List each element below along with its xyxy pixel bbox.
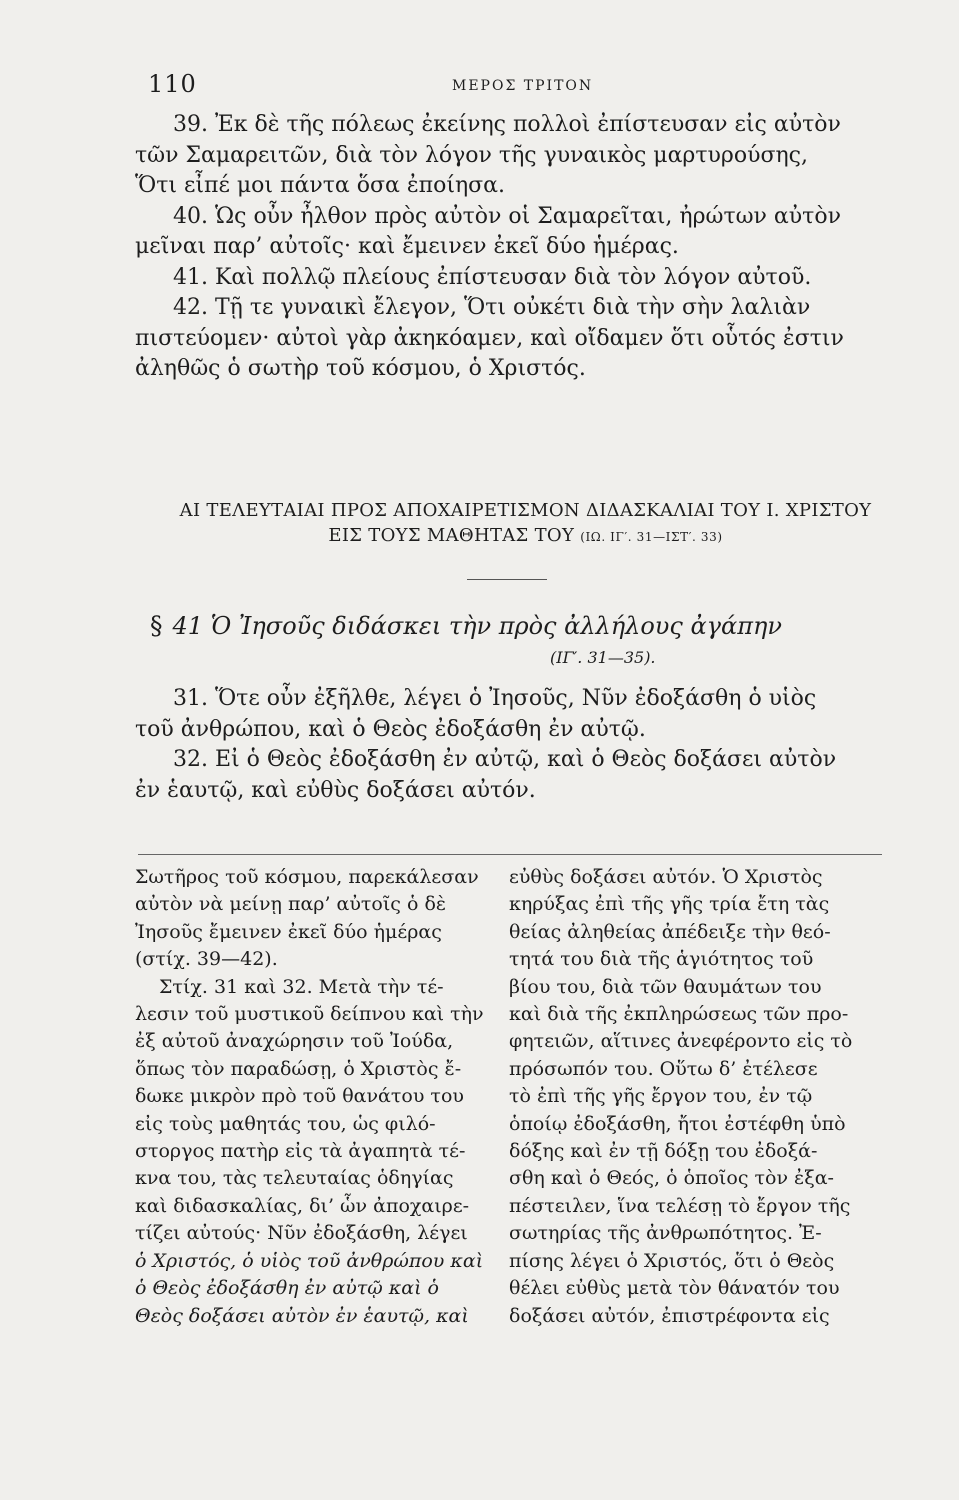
footnote-line: Ἰησοῦς ἔμεινεν ἐκεῖ δύο ἡμέρας	[135, 920, 442, 943]
footnote-divider	[138, 854, 882, 855]
main-text-bottom	[135, 684, 900, 806]
running-head: ΜΕΡΟΣ ΤΡΙΤΟΝ	[452, 78, 594, 94]
main-text-top	[135, 110, 900, 385]
footnote-line: (στίχ. 39—42).	[135, 948, 278, 971]
footnote-line: τίζει αὐτούς· Νῦν ἐδοξάσθη, λέγει	[135, 1222, 468, 1245]
section-heading-reference: (ΙΩ. ΙΓ′. 31—ΙΣΤ′. 33)	[580, 530, 723, 544]
text-line: 32. Εἰ ὁ Θεὸς ἐδοξάσθη ἐν αὐτῷ, καὶ ὁ Θεὸς δοξάσει αὐτὸν	[173, 747, 837, 772]
page-number: 110	[148, 70, 197, 98]
footnote-line: δοξάσει αὐτόν, ἐπιστρέφοντα εἰς	[509, 1304, 830, 1327]
footnote-line: σωτηρίας τῆς ἀνθρωπότητος. Ἐ-	[509, 1222, 822, 1245]
footnote-line: εὐθὺς δοξάσει αὐτόν. Ὁ Χριστὸς	[509, 866, 823, 888]
text-line: τοῦ ἀνθρώπου, καὶ ὁ Θεὸς ἐδοξάσθη ἐν αὐτῷ.	[135, 716, 646, 742]
subsection-title-text: 41 Ὁ Ἰησοῦς διδάσκει τὴν πρὸς ἀλλήλους ἀγάπην	[172, 612, 782, 640]
section-sign: §	[150, 611, 163, 640]
footnote-line: βίου του, διὰ τῶν θαυμάτων του	[509, 975, 822, 998]
section-heading-line2-text: ΕΙΣ ΤΟΥΣ ΜΑΘΗΤΑΣ ΤΟΥ	[328, 525, 575, 546]
footnote-line: πέστειλεν, ἵνα τελέσῃ τὸ ἔργον τῆς	[509, 1194, 851, 1217]
footnote-line: λεσιν τοῦ μυστικοῦ δείπνου καὶ τὴν	[135, 1003, 484, 1026]
footnote-line: τὸ ἐπὶ τῆς γῆς ἔργον του, ἐν τῷ	[509, 1085, 813, 1108]
footnote-line: ἐξ αὐτοῦ ἀναχώρησιν τοῦ Ἰούδα,	[135, 1030, 454, 1053]
text-line: μεῖναι παρ’ αὐτοῖς· καὶ ἔμεινεν ἐκεῖ δύο ἡμέρας.	[135, 234, 679, 259]
footnote-line: σθη καὶ ὁ Θεός, ὁ ὁποῖος τὸν ἐξα-	[509, 1167, 834, 1190]
section-heading	[168, 498, 883, 550]
subsection-reference: (ΙΓ′. 31—35).	[550, 648, 656, 667]
text-line: 31. Ὅτε οὖν ἐξῆλθε, λέγει ὁ Ἰησοῦς, Νῦν ἐδοξάσθη ὁ υἱὸς	[173, 686, 817, 711]
footnote-column-left	[135, 864, 492, 1330]
footnote-line: ὅπως τὸν παραδώσῃ, ὁ Χριστὸς ἔ-	[135, 1057, 462, 1080]
footnote-line: ὁ Θεὸς ἐδοξάσθη ἐν αὐτῷ καὶ ὁ	[135, 1277, 439, 1300]
text-line: 39. Ἐκ δὲ τῆς πόλεως ἐκείνης πολλοὶ ἐπίστευσαν εἰς αὐτὸν	[173, 112, 841, 137]
footnote-line: δωκε μικρὸν πρὸ τοῦ θανάτου του	[135, 1085, 464, 1108]
footnote-line: Σωτῆρος τοῦ κόσμου, παρεκάλεσαν	[135, 866, 479, 888]
section-heading-line2	[168, 523, 883, 550]
text-line: τῶν Σαμαρειτῶν, διὰ τὸν λόγον τῆς γυναικὸς μαρτυρούσης,	[135, 142, 808, 168]
footnote-line: αὐτὸν νὰ μείνῃ παρ’ αὐτοῖς ὁ δὲ	[135, 893, 447, 916]
text-line: πιστεύομεν· αὐτοὶ γὰρ ἀκηκόαμεν, καὶ οἴδαμεν ὅτι οὗτός ἐστιν	[135, 325, 844, 351]
footnote-line: θέλει εὐθὺς μετὰ τὸν θάνατόν του	[509, 1277, 840, 1300]
text-line: 41. Καὶ πολλῷ πλείους ἐπίστευσαν διὰ τὸν λόγον αὐτοῦ.	[173, 264, 812, 290]
footnote-line: καὶ διὰ τῆς ἐκπληρώσεως τῶν προ-	[509, 1003, 849, 1026]
text-line: 42. Τῇ τε γυναικὶ ἔλεγον, Ὅτι οὐκέτι διὰ τὴν σὴν λαλιὰν	[173, 295, 811, 320]
footnote-column-right	[509, 864, 881, 1330]
short-divider	[467, 579, 547, 580]
footnote-line: θείας ἀληθείας ἀπέδειξε τὴν θεό-	[509, 920, 831, 943]
footnote-line: πίσης λέγει ὁ Χριστός, ὅτι ὁ Θεὸς	[509, 1249, 835, 1272]
footnote-line: ὁποίῳ ἐδοξάσθη, ἤτοι ἐστέφθη ὑπὸ	[509, 1112, 846, 1135]
footnote-line: τητά του διὰ τῆς ἁγιότητος τοῦ	[509, 948, 814, 971]
footnote-line: πρόσωπόν του. Οὕτω δ’ ἐτέλεσε	[509, 1057, 818, 1080]
text-line: ἐν ἑαυτῷ, καὶ εὐθὺς δοξάσει αὐτόν.	[135, 777, 536, 803]
section-heading-line1: ΑΙ ΤΕΛΕΥΤΑΙΑΙ ΠΡΟΣ ΑΠΟΧΑΙΡΕΤΙΣΜΟΝ ΔΙΔΑΣΚΑΛΙΑΙ ΤΟΥ Ι. ΧΡΙΣΤΟΥ	[179, 500, 872, 521]
footnote-line: Θεὸς δοξάσει αὐτὸν ἐν ἑαυτῷ, καὶ	[135, 1304, 469, 1327]
text-line: Ὅτι εἶπέ μοι πάντα ὅσα ἐποίησα.	[135, 173, 506, 198]
footnote-line: εἰς τοὺς μαθητάς του, ὡς φιλό-	[135, 1112, 436, 1135]
text-line: ἀληθῶς ὁ σωτὴρ τοῦ κόσμου, ὁ Χριστός.	[135, 356, 586, 381]
text-line: 40. Ὡς οὖν ἦλθον πρὸς αὐτὸν οἱ Σαμαρεῖται, ἠρώτων αὐτὸν	[173, 203, 841, 229]
footnote-line: ὁ Χριστός, ὁ υἱὸς τοῦ ἀνθρώπου καὶ	[135, 1249, 484, 1272]
footnote-line: Στίχ. 31 καὶ 32. Μετὰ τὴν τέ-	[159, 975, 444, 998]
footnote-line: καὶ διδασκαλίας, δι’ ὧν ἀποχαιρε-	[135, 1194, 470, 1217]
footnote-line: δόξης καὶ ἐν τῇ δόξῃ του ἐδοξά-	[509, 1140, 818, 1163]
footnote-line: φητειῶν, αἵτινες ἀνεφέροντο εἰς τὸ	[509, 1030, 853, 1053]
subsection-title	[150, 611, 880, 641]
footnote-line: κηρύξας ἐπὶ τῆς γῆς τρία ἔτη τὰς	[509, 893, 830, 916]
footnote-line: κνα του, τὰς τελευταίας ὁδηγίας	[135, 1167, 454, 1190]
footnote-line: στοργος πατὴρ εἰς τὰ ἀγαπητὰ τέ-	[135, 1140, 466, 1163]
